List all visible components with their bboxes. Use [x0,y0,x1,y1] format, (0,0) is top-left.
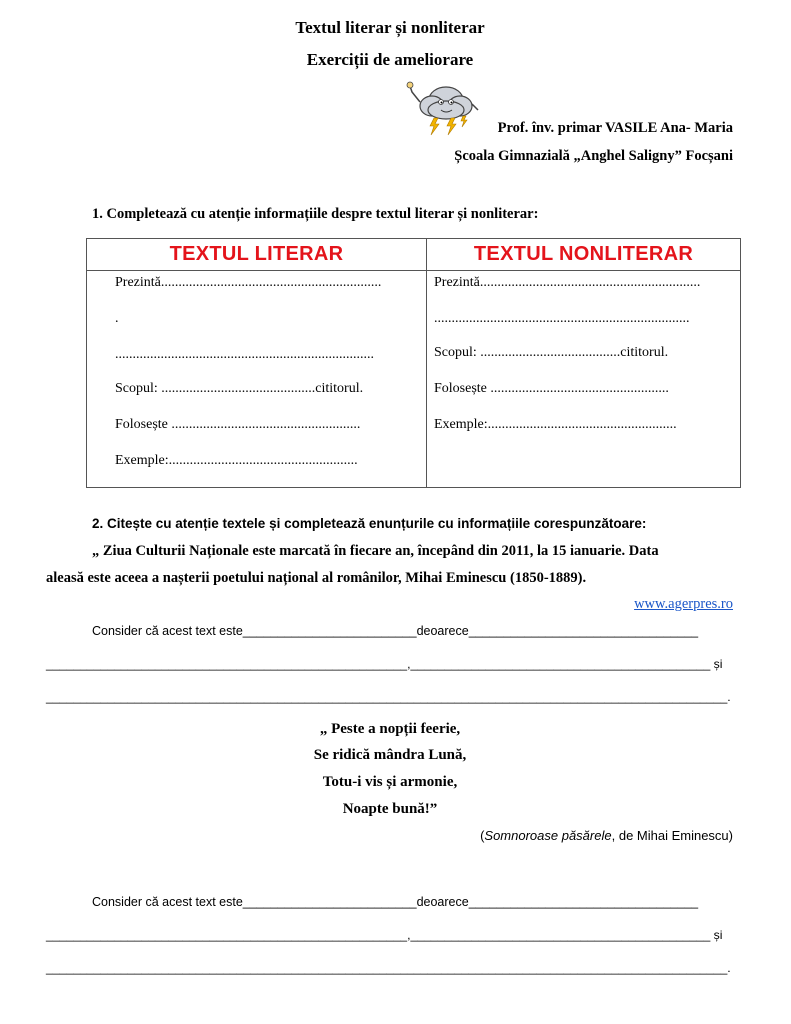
text-1-line-1: „ Ziua Culturii Naționale este marcată în fiecare an, începând din 2011, la 15 ianuarie. Data [92,543,659,559]
poem-line-1: „ Peste a nopții feerie, [319,721,461,737]
nonliterar-continuation-line[interactable]: ......................................................................... [434,311,690,326]
literar-prezinta-line[interactable]: Prezintă............................................................... [115,275,382,290]
document-title: Textul literar și nonliterar [295,18,485,37]
storm-cloud-mascot-icon [406,80,482,138]
poem-source-title: Somnoroase păsărele [484,828,612,843]
nonliterar-scopul-line[interactable]: Scopul: ........................................cititorul. [434,345,669,360]
answer-2-line-1[interactable]: Consider că acest text este_________________________deoarece_________________________________ [92,895,699,909]
literar-continuation-line[interactable]: .......................................................................... [115,347,374,362]
answer-1-line-2[interactable]: _____________________________________________________,____________________________________________ și [46,657,723,671]
text-1-line-2: aleasă este aceea a nașterii poetului național al românilor, Mihai Eminescu (1850-1889). [46,570,587,586]
author-name: Prof. înv. primar VASILE Ana- Maria [497,120,733,136]
nonliterar-prezinta-line[interactable]: Prezintă............................................................... [434,275,701,290]
poem-line-3: Totu-i vis și armonie, [322,774,458,790]
poem-source: (Somnoroase păsărele, de Mihai Eminescu) [480,828,733,843]
literar-foloseste-line[interactable]: Folosește ...................................................... [115,417,361,432]
col-header-literar: TEXTUL LITERAR [87,239,427,271]
answer-1-line-3[interactable]: ____________________________________________________________________________________________________. [46,690,731,704]
answer-2-line-2[interactable]: _____________________________________________________,____________________________________________ și [46,928,723,942]
literar-cell [87,271,427,488]
answer-1-line-1[interactable]: Consider că acest text este_________________________deoarece_________________________________ [92,624,699,638]
source-link[interactable]: www.agerpres.ro [634,596,733,612]
nonliterar-foloseste-line[interactable]: Folosește ................................................... [434,381,669,396]
literar-dot-line[interactable]: . [115,311,119,326]
poem-line-2: Se ridică mândra Lună, [313,747,467,763]
exercise-1-heading: 1. Completează cu atenție informațiile despre textul literar și nonliterar: [92,206,539,222]
poem-line-4: Noapte bună!” [342,801,438,817]
nonliterar-exemple-line[interactable]: Exemple:...................................................... [434,417,677,432]
literar-scopul-line[interactable]: Scopul: ............................................cititorul. [115,381,364,396]
answer-2-line-3[interactable]: ____________________________________________________________________________________________________. [46,961,731,975]
exercise-2-heading: 2. Citește cu atenție textele și completează enunțurile cu informațiile corespunzătoare: [92,516,647,531]
nonliterar-cell [427,271,741,488]
literary-nonliterary-table [86,238,741,488]
col-header-nonliterar: TEXTUL NONLITERAR [427,239,741,271]
school-name: Școala Gimnazială „Anghel Saligny” Focșani [454,148,733,164]
document-subtitle: Exerciții de ameliorare [306,50,474,69]
literar-exemple-line[interactable]: Exemple:...................................................... [115,453,358,468]
